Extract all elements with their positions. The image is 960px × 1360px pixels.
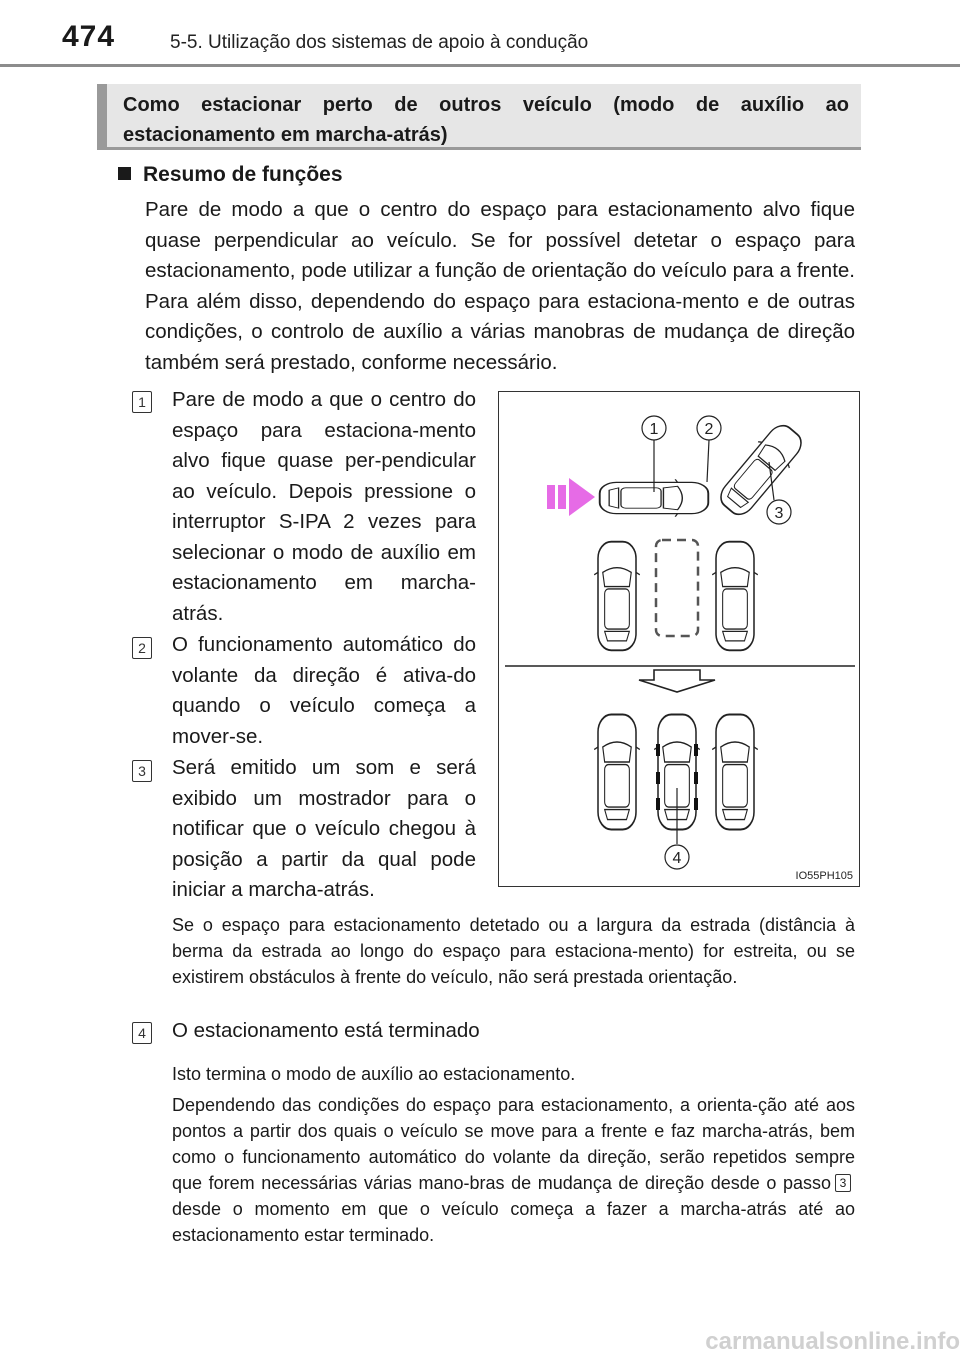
watermark: carmanualsonline.info — [705, 1328, 960, 1355]
step-1-number: 1 — [132, 391, 152, 413]
step-4-note-2 — [172, 1092, 855, 1248]
step-4-note-1: Isto termina o modo de auxílio ao estacionamento. — [172, 1064, 576, 1084]
direction-arrow-icon — [547, 478, 595, 516]
step-3-number: 3 — [132, 760, 152, 782]
section-title: 5-5. Utilização dos sistemas de apoio à condução — [170, 32, 589, 53]
step-2-number: 2 — [132, 637, 152, 659]
header-divider — [0, 64, 960, 67]
callout-3: 3 — [774, 505, 784, 522]
intro-paragraph: Pare de modo a que o centro do espaço para estacionamento alvo fique quase perpendicular ao veículo. Se for possível detetar o espaço para estacionamento, pode utilizar a função de orientação do veículo para a frente. Para além disso, dependendo do espaço para estaciona-mento e de outras condições, o controlo de auxílio a várias manobras de mudança de direção também será prestado, conforme necessário. — [145, 198, 855, 374]
parking-illustration — [499, 392, 861, 888]
callout-2: 2 — [704, 421, 714, 438]
section-heading: Como estacionar perto de outros veículo (modo de auxílio ao estacionamento em marcha-atrás) — [97, 84, 861, 150]
step-3-text: Será emitido um som e será exibido um mostrador para o notificar que o veículo chegou à posição a partir da qual pode iniciar a marcha-atrás. — [172, 756, 476, 901]
step-4-note-2-before: Dependendo das condições do espaço para estacionamento, a orienta-ção até aos pontos a partir dos quais o veículo se move para a frente e faz marcha-atrás, bem como o funcionamento automático do volante da direção, serão repetidos sempre que forem necessárias várias mano-bras de mudança de direção desde o passo — [172, 1095, 855, 1193]
angled-vehicle — [713, 418, 809, 522]
down-arrow-icon — [639, 670, 715, 692]
page-number: 474 — [62, 20, 116, 53]
step-2-text: O funcionamento automático do volante da direção é ativa-do quando o veículo começa a mover-se. — [172, 633, 476, 748]
step-ref-3: 3 — [835, 1174, 851, 1192]
step-1-text: Pare de modo a que o centro do espaço para estaciona-mento alvo fique quase per-pendicular ao veículo. Depois pressione o interruptor S-IPA 2 vezes para selecionar o modo de auxílio em estacionamento em marcha-atrás. — [172, 388, 476, 625]
figure-code: IO55PH105 — [795, 870, 853, 882]
step-3-note: Se o espaço para estacionamento detetado ou a largura da estrada (distância à berma da estrada ao longo do espaço para estaciona-mento) for estreita, ou se existirem obstáculos à frente do veículo, não será prestada orientação. — [172, 915, 855, 987]
parking-diagram — [498, 391, 860, 887]
subheading-text: Resumo de funções — [143, 163, 343, 186]
step-4-number: 4 — [132, 1022, 152, 1044]
target-space — [656, 540, 698, 636]
subheading — [118, 163, 343, 187]
square-bullet-icon — [118, 167, 131, 180]
callout-1: 1 — [649, 421, 659, 438]
callout-4: 4 — [672, 850, 682, 867]
step-4-text: O estacionamento está terminado — [172, 1019, 480, 1042]
step-4-note-2-after: desde o momento em que o veículo começa a fazer a marcha-atrás até ao estacionamento estar terminado. — [172, 1199, 855, 1245]
